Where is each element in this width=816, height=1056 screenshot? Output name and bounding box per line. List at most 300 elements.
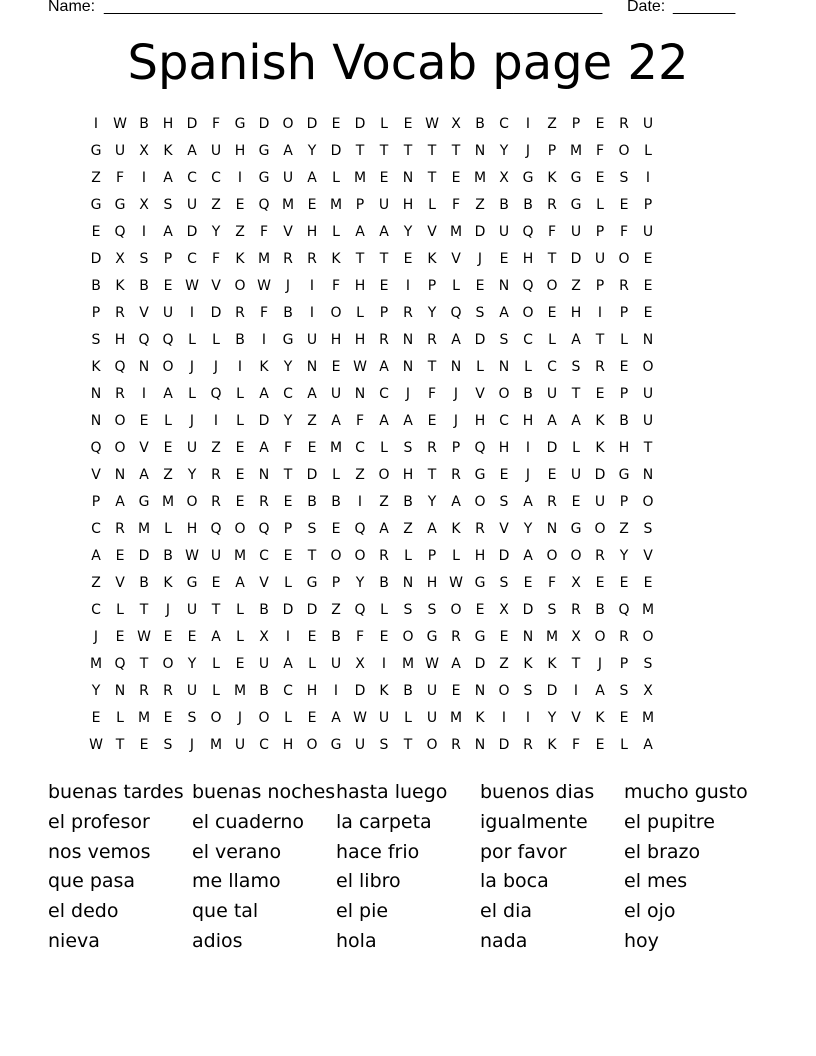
grid-letter[interactable]: H [114, 332, 126, 348]
grid-letter[interactable]: N [546, 521, 558, 537]
grid-letter[interactable]: T [283, 467, 293, 483]
grid-letter[interactable]: Q [210, 521, 222, 537]
grid-letter[interactable]: M [401, 656, 415, 672]
grid-letter[interactable]: U [354, 737, 366, 753]
grid-letter[interactable]: M [233, 548, 247, 564]
grid-letter[interactable]: S [547, 602, 557, 618]
grid-letter[interactable]: L [308, 656, 316, 672]
grid-letter[interactable]: L [596, 197, 604, 213]
grid-letter[interactable]: J [237, 710, 243, 726]
grid-letter[interactable]: J [597, 656, 603, 672]
grid-letter[interactable]: O [402, 629, 414, 645]
grid-letter[interactable]: X [115, 251, 125, 267]
grid-letter[interactable]: K [523, 656, 533, 672]
grid-letter[interactable]: E [499, 251, 509, 267]
grid-letter[interactable]: A [571, 413, 581, 429]
grid-letter[interactable]: D [258, 116, 270, 132]
grid-letter[interactable]: R [211, 494, 221, 510]
grid-letter[interactable]: O [330, 548, 342, 564]
grid-letter[interactable]: B [163, 548, 173, 564]
grid-letter[interactable]: B [235, 332, 245, 348]
grid-letter[interactable]: B [475, 116, 485, 132]
grid-letter[interactable]: O [642, 359, 654, 375]
grid-letter[interactable]: T [451, 143, 461, 159]
grid-letter[interactable]: D [474, 224, 486, 240]
grid-letter[interactable]: V [283, 224, 293, 240]
grid-letter[interactable]: A [331, 710, 341, 726]
grid-letter[interactable]: L [164, 413, 172, 429]
grid-letter[interactable]: Z [499, 656, 509, 672]
grid-letter[interactable]: A [499, 305, 509, 321]
grid-letter[interactable]: H [498, 440, 510, 456]
grid-letter[interactable]: H [522, 251, 534, 267]
grid-letter[interactable]: N [498, 359, 510, 375]
grid-letter[interactable]: R [115, 521, 125, 537]
grid-letter[interactable]: K [331, 251, 341, 267]
grid-letter[interactable]: F [595, 143, 605, 159]
grid-letter[interactable]: I [141, 170, 147, 186]
grid-letter[interactable]: I [141, 224, 147, 240]
grid-letter[interactable]: P [91, 305, 101, 321]
grid-letter[interactable]: E [499, 629, 509, 645]
grid-letter[interactable]: T [643, 440, 653, 456]
grid-letter[interactable]: K [91, 359, 101, 375]
grid-letter[interactable]: K [595, 710, 605, 726]
grid-letter[interactable]: U [426, 683, 438, 699]
grid-letter[interactable]: E [643, 251, 653, 267]
grid-letter[interactable]: E [547, 305, 557, 321]
grid-letter[interactable]: W [113, 116, 127, 132]
grid-letter[interactable]: E [451, 170, 461, 186]
grid-letter[interactable]: E [187, 629, 197, 645]
grid-letter[interactable]: P [595, 278, 605, 294]
grid-letter[interactable]: F [259, 305, 269, 321]
grid-letter[interactable]: U [426, 710, 438, 726]
grid-letter[interactable]: K [595, 413, 605, 429]
grid-letter[interactable]: E [643, 575, 653, 591]
grid-letter[interactable]: Q [522, 278, 534, 294]
grid-letter[interactable]: N [642, 332, 654, 348]
grid-letter[interactable]: X [643, 683, 653, 699]
grid-letter[interactable]: O [114, 413, 126, 429]
grid-letter[interactable]: D [546, 683, 558, 699]
grid-letter[interactable]: H [306, 683, 318, 699]
grid-letter[interactable]: R [451, 467, 461, 483]
grid-letter[interactable]: V [643, 548, 653, 564]
grid-letter[interactable]: S [499, 494, 509, 510]
grid-letter[interactable]: S [523, 683, 533, 699]
grid-letter[interactable]: L [116, 710, 124, 726]
grid-letter[interactable]: H [426, 575, 438, 591]
grid-letter[interactable]: E [595, 386, 605, 402]
grid-letter[interactable]: S [643, 521, 653, 537]
grid-letter[interactable]: Y [187, 656, 197, 672]
grid-letter[interactable]: S [403, 602, 413, 618]
grid-letter[interactable]: I [381, 656, 387, 672]
grid-letter[interactable]: H [186, 521, 198, 537]
grid-letter[interactable]: V [499, 521, 509, 537]
grid-letter[interactable]: O [450, 602, 462, 618]
grid-letter[interactable]: M [569, 143, 583, 159]
grid-letter[interactable]: S [619, 170, 629, 186]
grid-letter[interactable]: G [138, 494, 150, 510]
grid-letter[interactable]: O [642, 629, 654, 645]
grid-letter[interactable]: U [234, 737, 246, 753]
grid-letter[interactable]: M [257, 251, 271, 267]
grid-letter[interactable]: F [355, 629, 365, 645]
grid-letter[interactable]: V [427, 224, 437, 240]
grid-letter[interactable]: L [116, 602, 124, 618]
grid-letter[interactable]: R [427, 332, 437, 348]
grid-letter[interactable]: R [259, 494, 269, 510]
grid-letter[interactable]: U [330, 386, 342, 402]
grid-letter[interactable]: T [427, 170, 437, 186]
grid-letter[interactable]: I [261, 332, 267, 348]
grid-letter[interactable]: H [162, 116, 174, 132]
grid-letter[interactable]: B [619, 413, 629, 429]
grid-letter[interactable]: D [210, 305, 222, 321]
grid-letter[interactable]: E [331, 116, 341, 132]
grid-letter[interactable]: O [354, 548, 366, 564]
grid-letter[interactable]: Q [522, 224, 534, 240]
grid-letter[interactable]: L [356, 305, 364, 321]
grid-letter[interactable]: H [570, 305, 582, 321]
grid-letter[interactable]: D [354, 683, 366, 699]
grid-letter[interactable]: B [403, 683, 413, 699]
grid-letter[interactable]: S [379, 737, 389, 753]
grid-letter[interactable]: N [474, 683, 486, 699]
grid-letter[interactable]: B [139, 116, 149, 132]
grid-letter[interactable]: L [572, 440, 580, 456]
grid-letter[interactable]: K [115, 278, 125, 294]
grid-letter[interactable]: R [379, 332, 389, 348]
grid-letter[interactable]: L [284, 710, 292, 726]
grid-letter[interactable]: M [233, 683, 247, 699]
grid-letter[interactable]: K [475, 710, 485, 726]
grid-letter[interactable]: J [477, 251, 483, 267]
grid-letter[interactable]: I [573, 683, 579, 699]
grid-letter[interactable]: J [453, 413, 459, 429]
grid-letter[interactable]: P [379, 305, 389, 321]
grid-letter[interactable]: E [475, 602, 485, 618]
grid-letter[interactable]: E [163, 278, 173, 294]
grid-letter[interactable]: P [163, 251, 173, 267]
grid-letter[interactable]: F [211, 251, 221, 267]
grid-letter[interactable]: O [114, 440, 126, 456]
grid-letter[interactable]: G [282, 332, 294, 348]
grid-letter[interactable]: R [475, 521, 485, 537]
grid-letter[interactable]: V [211, 278, 221, 294]
grid-letter[interactable]: E [379, 278, 389, 294]
grid-letter[interactable]: U [186, 440, 198, 456]
grid-letter[interactable]: I [501, 710, 507, 726]
grid-letter[interactable]: V [451, 251, 461, 267]
grid-letter[interactable]: O [642, 494, 654, 510]
grid-letter[interactable]: E [283, 494, 293, 510]
grid-letter[interactable]: X [451, 116, 461, 132]
grid-letter[interactable]: W [185, 548, 199, 564]
grid-letter[interactable]: S [139, 251, 149, 267]
grid-letter[interactable]: I [285, 629, 291, 645]
grid-letter[interactable]: Y [523, 521, 533, 537]
grid-letter[interactable]: E [595, 116, 605, 132]
grid-letter[interactable]: J [525, 143, 531, 159]
grid-letter[interactable]: N [138, 359, 150, 375]
grid-letter[interactable]: N [522, 629, 534, 645]
grid-letter[interactable]: E [523, 575, 533, 591]
grid-letter[interactable]: O [258, 710, 270, 726]
grid-letter[interactable]: H [354, 332, 366, 348]
grid-letter[interactable]: T [115, 737, 125, 753]
grid-letter[interactable]: U [114, 143, 126, 159]
grid-letter[interactable]: E [139, 737, 149, 753]
grid-letter[interactable]: Q [354, 602, 366, 618]
grid-letter[interactable]: E [379, 170, 389, 186]
grid-letter[interactable]: L [452, 278, 460, 294]
grid-letter[interactable]: X [571, 629, 581, 645]
grid-letter[interactable]: A [307, 386, 317, 402]
grid-letter[interactable]: G [330, 737, 342, 753]
grid-letter[interactable]: L [380, 440, 388, 456]
grid-letter[interactable]: Q [114, 656, 126, 672]
grid-letter[interactable]: A [187, 143, 197, 159]
grid-letter[interactable]: K [163, 143, 173, 159]
grid-letter[interactable]: D [258, 413, 270, 429]
grid-letter[interactable]: G [570, 170, 582, 186]
grid-letter[interactable]: A [451, 332, 461, 348]
grid-letter[interactable]: C [499, 413, 509, 429]
grid-letter[interactable]: E [283, 548, 293, 564]
grid-letter[interactable]: B [259, 602, 269, 618]
grid-letter[interactable]: B [523, 197, 533, 213]
grid-letter[interactable]: Z [547, 116, 557, 132]
grid-letter[interactable]: Z [211, 197, 221, 213]
grid-letter[interactable]: Q [450, 305, 462, 321]
grid-letter[interactable]: E [475, 278, 485, 294]
grid-letter[interactable]: P [595, 224, 605, 240]
grid-letter[interactable]: C [259, 737, 269, 753]
grid-letter[interactable]: U [498, 224, 510, 240]
grid-letter[interactable]: C [259, 548, 269, 564]
grid-letter[interactable]: I [309, 305, 315, 321]
grid-letter[interactable]: Z [91, 575, 101, 591]
grid-letter[interactable]: M [137, 521, 151, 537]
grid-letter[interactable]: A [91, 548, 101, 564]
grid-letter[interactable]: D [282, 602, 294, 618]
grid-letter[interactable]: O [594, 629, 606, 645]
grid-letter[interactable]: U [330, 656, 342, 672]
grid-letter[interactable]: N [474, 143, 486, 159]
grid-letter[interactable]: D [306, 602, 318, 618]
date-line[interactable]: _______ [673, 0, 736, 15]
grid-letter[interactable]: T [379, 251, 389, 267]
grid-letter[interactable]: O [594, 521, 606, 537]
grid-letter[interactable]: E [307, 440, 317, 456]
grid-letter[interactable]: D [570, 251, 582, 267]
grid-letter[interactable]: A [283, 143, 293, 159]
grid-letter[interactable]: J [189, 413, 195, 429]
grid-letter[interactable]: F [571, 737, 581, 753]
grid-letter[interactable]: Z [163, 467, 173, 483]
grid-letter[interactable]: A [163, 224, 173, 240]
grid-letter[interactable]: X [571, 575, 581, 591]
grid-letter[interactable]: E [499, 467, 509, 483]
grid-letter[interactable]: F [115, 170, 125, 186]
grid-letter[interactable]: Z [211, 440, 221, 456]
grid-letter[interactable]: N [90, 413, 102, 429]
grid-letter[interactable]: L [452, 548, 460, 564]
grid-letter[interactable]: T [139, 602, 149, 618]
grid-letter[interactable]: T [307, 548, 317, 564]
grid-letter[interactable]: Y [403, 224, 413, 240]
grid-letter[interactable]: N [114, 683, 126, 699]
grid-letter[interactable]: T [355, 251, 365, 267]
grid-letter[interactable]: R [595, 548, 605, 564]
grid-letter[interactable]: P [427, 548, 437, 564]
grid-letter[interactable]: G [90, 143, 102, 159]
grid-letter[interactable]: A [451, 656, 461, 672]
grid-letter[interactable]: Q [354, 521, 366, 537]
grid-letter[interactable]: T [139, 656, 149, 672]
grid-letter[interactable]: L [332, 170, 340, 186]
grid-letter[interactable]: E [547, 467, 557, 483]
grid-letter[interactable]: T [403, 143, 413, 159]
grid-letter[interactable]: X [139, 197, 149, 213]
grid-letter[interactable]: T [427, 143, 437, 159]
grid-letter[interactable]: I [597, 305, 603, 321]
grid-letter[interactable]: D [546, 440, 558, 456]
grid-letter[interactable]: R [451, 737, 461, 753]
grid-letter[interactable]: E [571, 494, 581, 510]
grid-letter[interactable]: U [378, 710, 390, 726]
grid-letter[interactable]: K [547, 737, 557, 753]
grid-letter[interactable]: H [402, 197, 414, 213]
grid-letter[interactable]: H [234, 143, 246, 159]
grid-letter[interactable]: D [186, 224, 198, 240]
grid-letter[interactable]: S [643, 656, 653, 672]
grid-letter[interactable]: R [235, 305, 245, 321]
grid-letter[interactable]: E [619, 359, 629, 375]
grid-letter[interactable]: H [474, 548, 486, 564]
grid-letter[interactable]: D [186, 116, 198, 132]
grid-letter[interactable]: M [449, 710, 463, 726]
grid-letter[interactable]: E [643, 305, 653, 321]
grid-letter[interactable]: H [522, 413, 534, 429]
grid-letter[interactable]: L [380, 116, 388, 132]
grid-letter[interactable]: E [91, 224, 101, 240]
grid-letter[interactable]: Y [283, 359, 293, 375]
grid-letter[interactable]: I [309, 278, 315, 294]
grid-letter[interactable]: V [475, 386, 485, 402]
grid-letter[interactable]: N [258, 467, 270, 483]
grid-letter[interactable]: S [403, 440, 413, 456]
grid-letter[interactable]: S [163, 197, 173, 213]
grid-letter[interactable]: A [571, 332, 581, 348]
grid-letter[interactable]: A [259, 386, 269, 402]
grid-letter[interactable]: I [237, 170, 243, 186]
grid-letter[interactable]: U [186, 683, 198, 699]
grid-letter[interactable]: U [570, 224, 582, 240]
grid-letter[interactable]: E [595, 170, 605, 186]
grid-letter[interactable]: C [211, 170, 221, 186]
grid-letter[interactable]: U [594, 494, 606, 510]
grid-letter[interactable]: R [115, 386, 125, 402]
grid-letter[interactable]: E [139, 413, 149, 429]
grid-letter[interactable]: M [209, 737, 223, 753]
grid-letter[interactable]: H [474, 413, 486, 429]
grid-letter[interactable]: R [427, 440, 437, 456]
grid-letter[interactable]: N [402, 359, 414, 375]
grid-letter[interactable]: N [402, 575, 414, 591]
grid-letter[interactable]: L [164, 521, 172, 537]
grid-letter[interactable]: K [259, 359, 269, 375]
grid-letter[interactable]: N [306, 359, 318, 375]
grid-letter[interactable]: Y [283, 413, 293, 429]
grid-letter[interactable]: U [570, 467, 582, 483]
grid-letter[interactable]: G [474, 575, 486, 591]
grid-letter[interactable]: O [162, 359, 174, 375]
grid-letter[interactable]: A [139, 467, 149, 483]
grid-letter[interactable]: E [307, 197, 317, 213]
grid-letter[interactable]: L [332, 467, 340, 483]
grid-letter[interactable]: E [427, 413, 437, 429]
grid-letter[interactable]: L [188, 386, 196, 402]
grid-letter[interactable]: F [259, 224, 269, 240]
grid-letter[interactable]: B [331, 629, 341, 645]
grid-letter[interactable]: A [379, 521, 389, 537]
grid-letter[interactable]: E [235, 656, 245, 672]
grid-letter[interactable]: R [139, 683, 149, 699]
grid-letter[interactable]: Q [258, 521, 270, 537]
grid-letter[interactable]: M [641, 710, 655, 726]
grid-letter[interactable]: D [474, 656, 486, 672]
grid-letter[interactable]: C [283, 386, 293, 402]
grid-letter[interactable]: K [379, 683, 389, 699]
grid-letter[interactable]: L [188, 332, 196, 348]
grid-letter[interactable]: S [619, 683, 629, 699]
grid-letter[interactable]: E [307, 629, 317, 645]
grid-letter[interactable]: P [571, 116, 581, 132]
grid-letter[interactable]: W [89, 737, 103, 753]
grid-letter[interactable]: D [90, 251, 102, 267]
grid-letter[interactable]: A [283, 656, 293, 672]
grid-letter[interactable]: Q [210, 386, 222, 402]
grid-letter[interactable]: S [475, 305, 485, 321]
grid-letter[interactable]: E [163, 440, 173, 456]
grid-letter[interactable]: B [403, 494, 413, 510]
grid-letter[interactable]: O [282, 116, 294, 132]
grid-letter[interactable]: L [476, 359, 484, 375]
grid-letter[interactable]: F [547, 575, 557, 591]
grid-letter[interactable]: F [331, 278, 341, 294]
grid-letter[interactable]: U [594, 251, 606, 267]
grid-letter[interactable]: O [618, 251, 630, 267]
grid-letter[interactable]: U [378, 197, 390, 213]
grid-letter[interactable]: W [449, 575, 463, 591]
grid-letter[interactable]: L [284, 575, 292, 591]
grid-letter[interactable]: G [426, 629, 438, 645]
grid-letter[interactable]: O [474, 494, 486, 510]
grid-letter[interactable]: Y [91, 683, 101, 699]
grid-letter[interactable]: I [405, 278, 411, 294]
grid-letter[interactable]: Y [499, 143, 509, 159]
grid-letter[interactable]: O [234, 521, 246, 537]
grid-letter[interactable]: U [642, 116, 654, 132]
grid-letter[interactable]: T [355, 143, 365, 159]
grid-letter[interactable]: H [282, 737, 294, 753]
grid-letter[interactable]: M [161, 494, 175, 510]
grid-letter[interactable]: U [642, 224, 654, 240]
